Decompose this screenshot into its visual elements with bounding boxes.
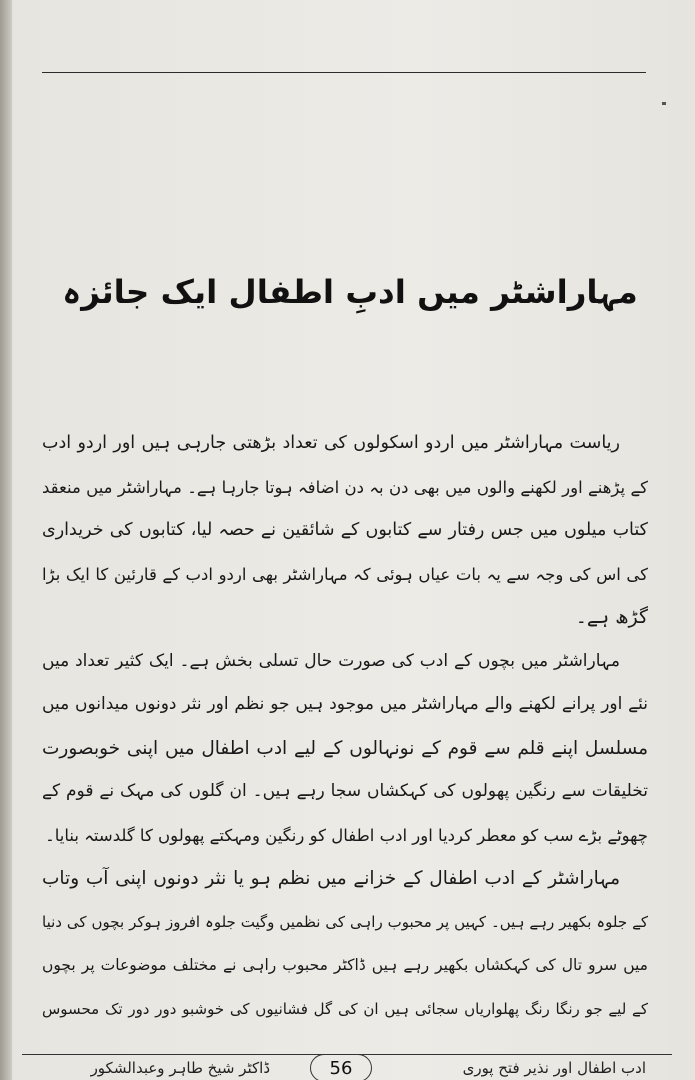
page-title: مہاراشٹر میں ادبِ اطفال ایک جائزہ bbox=[62, 273, 638, 311]
text-line: مہاراشٹر کے ادب اطفال کے خزانے میں نظم ہو یا نثر دونوں اپنی آب وتاب bbox=[42, 868, 620, 889]
text-line: ریاست مہاراشٹر میں اردو اسکولوں کی تعداد بڑھتی جارہی ہیں اور اردو ادب bbox=[42, 433, 620, 453]
text-line: کے جلوہ بکھیر رہے ہیں۔ کہیں پر محبوب راہی کی نظمیں وگیت جلوہ افروز ہوکر بچوں کی دنیا bbox=[42, 912, 648, 931]
article-body bbox=[42, 422, 648, 1031]
text-line: کتاب میلوں میں جس رفتار سے کتابوں کے شائقین نے حصہ لیا، کتابوں کی خریداری bbox=[42, 520, 648, 540]
header-rule bbox=[42, 72, 646, 73]
page-number: 56 bbox=[310, 1054, 372, 1080]
text-line: گڑھ ہے۔ bbox=[575, 606, 648, 628]
text-line: تخلیقات سے رنگین پھولوں کی کہکشاں سجا رہے ہیں۔ ان گلوں کی مہک نے قوم کے bbox=[42, 781, 648, 801]
footer-book-title: ادب اطفال اور نذیر فتح پوری bbox=[462, 1059, 646, 1077]
page-footer bbox=[0, 1052, 695, 1080]
footer-authors: ڈاکٹر شیخ طاہر وعبدالشکور bbox=[90, 1059, 270, 1077]
text-line: نئے اور پرانے لکھنے والے مہاراشٹر میں موجود ہیں جو نظم اور نثر دونوں میدانوں میں bbox=[42, 694, 648, 714]
text-line: کی اس کی وجہ سے یہ بات عیاں ہوئی کہ مہاراشٹر بھی اردو ادب کے قارئین کا ایک بڑا bbox=[42, 564, 648, 584]
text-line: کے پڑھنے اور لکھنے والوں میں بھی دن بہ دن اضافہ ہوتا جارہا ہے۔ مہاراشٹر میں منعقد bbox=[42, 477, 648, 497]
text-line: مسلسل اپنے قلم سے قوم کے نونہالوں کے لیے ادب اطفال میں اپنی خوبصورت bbox=[42, 737, 648, 759]
text-line: چھوٹے بڑے سب کو معطر کردیا اور ادب اطفال کو رنگین ومہکتے پھولوں کا گلدستہ بنایا۔ bbox=[45, 825, 648, 845]
text-line: میں سرو تال کی کہکشاں بکھیر رہے ہیں ڈاکٹر محبوب راہی نے مختلف موضوعات پر بچوں bbox=[42, 956, 648, 974]
text-line: مہاراشٹر میں بچوں کے ادب کی صورت حال تسلی بخش ہے۔ ایک کثیر تعداد میں bbox=[42, 650, 620, 671]
ink-speck bbox=[662, 102, 666, 105]
text-line: کے لیے جو رنگا رنگ پھلواریاں سجائی ہیں ان کی گل فشانیوں کی خوشبو دور دور تک محسوس bbox=[42, 999, 648, 1018]
book-spine-shadow bbox=[0, 0, 12, 1080]
